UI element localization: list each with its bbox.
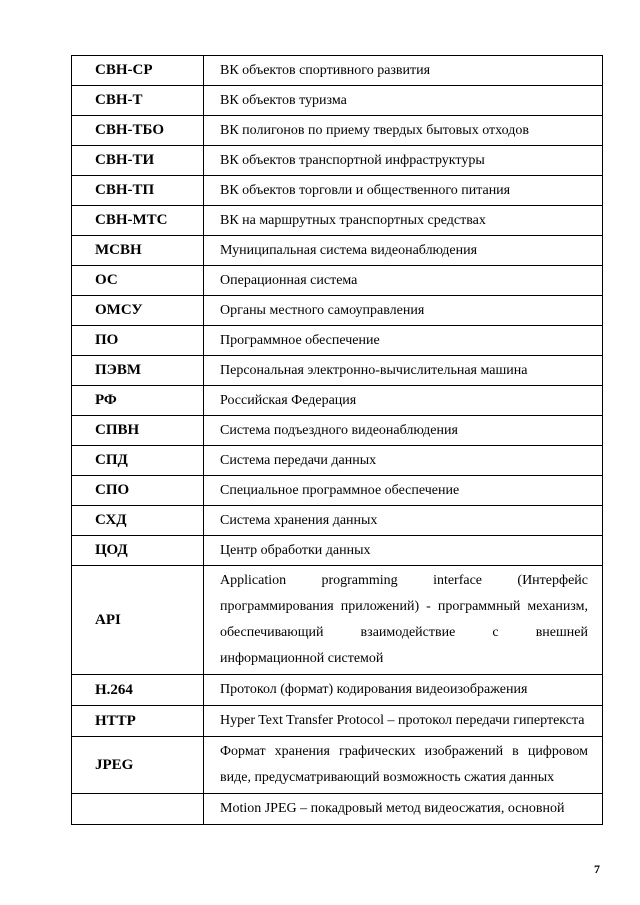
- abbreviation-definition: Операционная система: [204, 266, 603, 296]
- abbreviation-row: [72, 446, 603, 476]
- abbreviation-definition: Система хранения данных: [204, 506, 603, 536]
- abbreviation-definition: Система подъездного видеонаблюдения: [204, 416, 603, 446]
- page-number: 7: [594, 862, 600, 876]
- abbreviation-term: ОС: [72, 266, 204, 296]
- abbreviation-row: [72, 566, 603, 675]
- abbreviation-term: H.264: [72, 675, 204, 706]
- abbreviation-term: СВН-МТС: [72, 206, 204, 236]
- abbreviation-term: ОМСУ: [72, 296, 204, 326]
- abbreviation-definition: Специальное программное обеспечение: [204, 476, 603, 506]
- abbreviation-term: МСВН: [72, 236, 204, 266]
- abbreviation-row: [72, 56, 603, 86]
- abbreviations-table-main: [71, 55, 603, 566]
- abbreviations-table-latin: [71, 565, 603, 825]
- abbreviation-row: [72, 356, 603, 386]
- abbreviation-definition: Система передачи данных: [204, 446, 603, 476]
- abbreviation-definition: Hyper Text Transfer Protocol – протокол передачи гипертекста: [204, 706, 603, 737]
- abbreviation-definition: Протокол (формат) кодирования видеоизображения: [204, 675, 603, 706]
- abbreviation-row: [72, 794, 603, 825]
- abbreviation-row: [72, 266, 603, 296]
- abbreviation-term: СХД: [72, 506, 204, 536]
- abbreviations-table-main-body: [72, 56, 603, 566]
- abbreviation-row: [72, 416, 603, 446]
- abbreviation-definition: ВК полигонов по приему твердых бытовых отходов: [204, 116, 603, 146]
- abbreviations-table-latin-body: [72, 566, 603, 825]
- abbreviation-row: [72, 86, 603, 116]
- abbreviation-definition: Программное обеспечение: [204, 326, 603, 356]
- abbreviation-definition: Персональная электронно-вычислительная машина: [204, 356, 603, 386]
- abbreviation-term: СВН-СР: [72, 56, 204, 86]
- abbreviation-row: [72, 476, 603, 506]
- abbreviation-row: [72, 706, 603, 737]
- abbreviation-row: [72, 236, 603, 266]
- abbreviation-term: [72, 794, 204, 825]
- abbreviation-definition: Центр обработки данных: [204, 536, 603, 566]
- abbreviation-row: [72, 176, 603, 206]
- abbreviation-term: СПД: [72, 446, 204, 476]
- abbreviation-definition: Российская Федерация: [204, 386, 603, 416]
- abbreviation-row: [72, 386, 603, 416]
- abbreviation-term: СВН-Т: [72, 86, 204, 116]
- abbreviation-definition: ВК объектов спортивного развития: [204, 56, 603, 86]
- abbreviation-row: [72, 206, 603, 236]
- abbreviation-row: [72, 326, 603, 356]
- abbreviation-term: СВН-ТИ: [72, 146, 204, 176]
- abbreviation-term: СВН-ТП: [72, 176, 204, 206]
- abbreviation-row: [72, 146, 603, 176]
- abbreviation-term: РФ: [72, 386, 204, 416]
- abbreviation-definition: Motion JPEG – покадровый метод видеосжатия, основной: [204, 794, 603, 825]
- abbreviation-definition: Application programming interface (Интерфейс программирования приложений) - программный механизм, обеспечивающий взаимодействие с внешней информационной системой: [204, 566, 603, 675]
- abbreviation-term: ПЭВМ: [72, 356, 204, 386]
- abbreviation-term: ЦОД: [72, 536, 204, 566]
- abbreviation-term: СПО: [72, 476, 204, 506]
- abbreviation-term: HTTP: [72, 706, 204, 737]
- abbreviation-definition: ВК объектов туризма: [204, 86, 603, 116]
- abbreviation-definition: ВК объектов транспортной инфраструктуры: [204, 146, 603, 176]
- abbreviation-row: [72, 536, 603, 566]
- abbreviation-row: [72, 675, 603, 706]
- abbreviation-definition: ВК на маршрутных транспортных средствах: [204, 206, 603, 236]
- abbreviation-definition: Формат хранения графических изображений в цифровом виде, предусматривающий возможность сжатия данных: [204, 737, 603, 794]
- abbreviation-term: СВН-ТБО: [72, 116, 204, 146]
- abbreviation-definition: ВК объектов торговли и общественного питания: [204, 176, 603, 206]
- abbreviation-term: JPEG: [72, 737, 204, 794]
- abbreviation-definition: Муниципальная система видеонаблюдения: [204, 236, 603, 266]
- abbreviation-row: [72, 116, 603, 146]
- abbreviation-row: [72, 296, 603, 326]
- abbreviation-definition: Органы местного самоуправления: [204, 296, 603, 326]
- abbreviation-term: ПО: [72, 326, 204, 356]
- abbreviation-term: API: [72, 566, 204, 675]
- abbreviation-row: [72, 506, 603, 536]
- abbreviation-row: [72, 737, 603, 794]
- abbreviation-term: СПВН: [72, 416, 204, 446]
